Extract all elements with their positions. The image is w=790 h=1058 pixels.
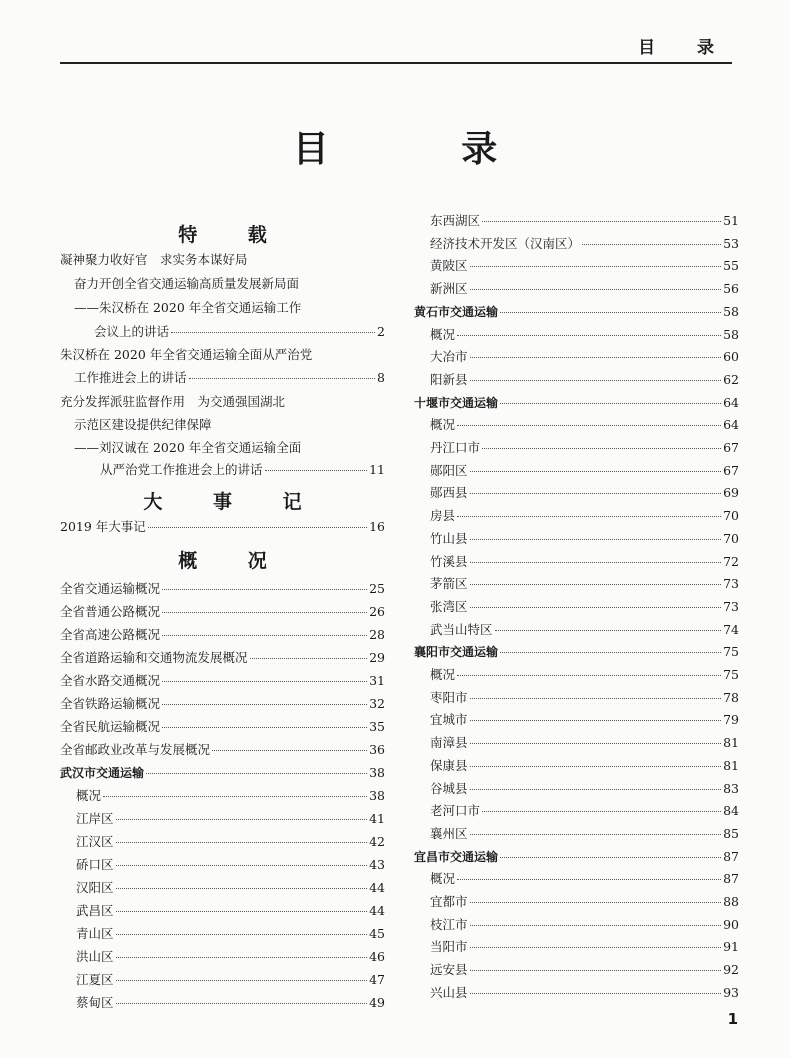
toc-entry-page: 58 [723,303,739,319]
toc-entry[interactable] [414,459,739,482]
toc-entry-label: 大冶市 [430,349,468,365]
page-title: 目 录 [292,129,558,170]
toc-entry[interactable] [60,577,385,600]
toc-entry[interactable] [414,277,739,300]
toc-entry-page: 51 [723,213,739,228]
leader-dots [500,652,721,653]
leader-dots [103,796,367,797]
leader-dots [457,879,721,880]
toc-entry-label: 江岸区 [76,811,114,826]
toc-entry[interactable] [60,784,385,807]
toc-entry[interactable] [60,899,385,922]
leader-dots [470,720,722,721]
toc-entry-label: 工作推进会上的讲话 [74,370,187,385]
toc-entry-label: 青山区 [76,926,114,941]
toc-entry[interactable] [414,663,739,686]
toc-entry[interactable] [414,413,739,436]
toc-entry[interactable] [414,391,739,414]
leader-dots [116,1003,368,1004]
toc-entry-label: 洪山区 [76,949,114,964]
toc-entry[interactable] [414,686,739,709]
toc-entry[interactable] [60,600,385,623]
leader-dots [470,902,722,903]
toc-entry-label: 郧西县 [430,485,468,501]
leader-dots [470,789,722,790]
toc-entry-label: 概况 [430,326,456,342]
toc-entry-label: 丹江口市 [430,440,481,455]
leader-dots [116,980,368,981]
toc-entry-page: 67 [723,462,739,478]
toc-entry-page: 84 [723,803,739,819]
toc-entry-label: 全省道路运输和交通物流发展概况 [60,650,248,665]
toc-entry[interactable] [60,366,385,389]
toc-entry[interactable] [414,595,739,618]
toc-entry-page: 83 [723,780,739,796]
toc-entry-label: 东西湖区 [430,213,481,228]
toc-entry-page: 38 [369,765,385,780]
toc-entry-label: 阳新县 [430,371,468,387]
leader-dots [470,289,722,290]
toc-entry[interactable] [414,368,739,391]
leader-dots [146,773,367,774]
toc-entry[interactable] [60,876,385,899]
toc-entry-page: 49 [369,995,385,1010]
toc-entry-label: 新洲区 [430,281,468,297]
toc-entry-page: 85 [723,825,739,841]
toc-entry-page: 2 [377,324,385,339]
toc-entry-page: 60 [723,349,739,365]
toc-entry-page: 35 [369,719,385,734]
toc-entry-page: 64 [723,417,739,433]
toc-entry[interactable] [60,669,385,692]
toc-entry-page: 62 [723,371,739,387]
leader-dots [470,925,722,926]
leader-dots [470,947,722,948]
leader-dots [470,493,722,494]
leader-dots [116,888,368,889]
toc-entry-label: 武昌区 [76,903,114,918]
leader-dots [162,612,367,613]
toc-entry-page: 25 [369,581,385,596]
leader-dots [470,607,722,608]
toc-entry[interactable] [414,300,739,323]
toc-entry-label: 全省铁路运输概况 [60,696,161,711]
toc-entry-label: 概况 [76,788,102,803]
leader-dots [171,332,375,333]
leader-dots [470,993,722,994]
toc-entry-label: 概况 [430,667,456,682]
leader-dots [162,727,367,728]
toc-entry-label: 全省邮政业改革与发展概况 [60,742,211,757]
toc-entry[interactable] [60,853,385,876]
toc-entry-page: 88 [723,894,739,909]
leader-dots [582,244,721,245]
toc-entry[interactable] [60,922,385,945]
toc-entry[interactable] [60,515,385,538]
toc-entry-label: 硚口区 [76,857,114,872]
toc-entry[interactable] [414,731,739,754]
toc-entry[interactable] [414,890,739,913]
toc-entry[interactable] [414,845,739,868]
toc-line[interactable]: 示范区建设提供纪律保障 [74,417,212,432]
toc-entry-page: 93 [723,984,739,1000]
toc-entry-page: 87 [723,871,739,887]
section-title-overview: 概 况 [178,550,289,572]
toc-entry-page: 79 [723,712,739,728]
section-title-events: 大 事 记 [143,491,324,513]
toc-entry-page: 70 [723,530,739,546]
toc-entry[interactable] [414,754,739,777]
toc-line[interactable]: 朱汉桥在 2020 年全省交通运输全面从严治党 [60,347,313,362]
toc-entry-label: 全省高速公路概况 [60,627,161,642]
leader-dots [500,403,721,404]
toc-entry-label: 全省民航运输概况 [60,719,161,734]
toc-entry[interactable] [60,830,385,853]
toc-entry[interactable] [60,320,385,343]
toc-entry[interactable] [414,640,739,663]
toc-entry-label: 宜都市 [430,894,468,909]
leader-dots [212,750,367,751]
toc-entry-page: 58 [723,326,739,342]
toc-entry[interactable] [60,623,385,646]
toc-entry-page: 44 [369,903,385,918]
leader-dots [162,681,367,682]
toc-entry-page: 32 [369,696,385,711]
toc-entry[interactable] [414,799,739,822]
toc-entry-label: 枣阳市 [430,689,468,705]
toc-entry-page: 73 [723,576,739,592]
toc-entry-label: 当阳市 [430,939,468,955]
running-title: 目 录 [638,38,732,58]
toc-entry-page: 91 [723,939,739,955]
leader-dots [470,970,722,971]
toc-entry-label: 襄阳市交通运输 [414,645,499,660]
toc-entry-label: 谷城县 [430,780,468,796]
toc-entry-label: 蔡甸区 [76,995,114,1010]
toc-entry[interactable] [60,807,385,830]
toc-line[interactable]: 充分发挥派驻监督作用 为交通强国湖北 [60,394,286,409]
toc-entry-page: 44 [369,880,385,895]
toc-entry-label: 茅箭区 [430,576,468,592]
toc-entry[interactable] [60,715,385,738]
toc-entry-label: 襄州区 [430,825,468,841]
toc-line[interactable]: ——刘汉诚在 2020 年全省交通运输全面 [74,440,302,455]
toc-entry[interactable] [414,436,739,459]
leader-dots [189,378,376,379]
toc-entry[interactable] [414,958,739,981]
toc-entry-label: 概况 [430,871,456,887]
toc-entry-label: 十堰市交通运输 [414,395,499,410]
leader-dots [116,865,368,866]
leader-dots [470,834,722,835]
toc-entry-label: 远安县 [430,962,468,978]
leader-dots [500,857,721,858]
toc-entry-label: 保康县 [430,757,468,773]
leader-dots [457,425,721,426]
leader-dots [470,766,722,767]
toc-entry-page: 41 [369,811,385,826]
toc-entry-page: 53 [723,235,739,251]
toc-entry-label: 汉阳区 [76,880,114,895]
leader-dots [148,527,367,528]
toc-entry-label: 全省水路交通概况 [60,673,161,688]
toc-entry-label: 房县 [430,508,456,524]
leader-dots [470,584,722,585]
toc-entry-page: 26 [369,604,385,619]
toc-entry[interactable] [414,504,739,527]
toc-entry-label: 武当山特区 [430,621,493,637]
leader-dots [250,658,368,659]
toc-entry[interactable] [60,458,385,481]
toc-entry-page: 69 [723,485,739,501]
toc-entry[interactable] [60,692,385,715]
toc-entry[interactable] [414,777,739,800]
toc-entry-label: 会议上的讲话 [94,324,170,339]
toc-entry[interactable] [414,867,739,890]
leader-dots [482,811,721,812]
leader-dots [482,448,721,449]
toc-entry-label: 郧阳区 [430,462,468,478]
leader-dots [470,743,722,744]
leader-dots [470,266,722,267]
toc-entry-label: 黄石市交通运输 [414,304,499,319]
toc-entry-page: 56 [723,281,739,297]
toc-entry-label: 黄陂区 [430,258,468,274]
leader-dots [116,934,368,935]
toc-entry-page: 90 [723,916,739,932]
toc-entry-label: 张湾区 [430,598,468,614]
leader-dots [116,957,368,958]
toc-entry[interactable] [414,345,739,368]
toc-entry-label: 经济技术开发区（汉南区） [430,235,581,251]
toc-entry-page: 46 [369,949,385,964]
leader-dots [162,635,367,636]
toc-entry[interactable] [414,527,739,550]
toc-entry-label: 概况 [430,417,456,433]
toc-entry-label: 宜城市 [430,712,468,728]
toc-entry[interactable] [414,232,739,255]
toc-entry-page: 75 [723,644,739,660]
leader-dots [470,357,722,358]
toc-entry-page: 92 [723,962,739,978]
toc-entry-label: 2019 年大事记 [60,519,146,534]
toc-entry-label: 枝江市 [430,916,468,932]
toc-entry[interactable] [60,945,385,968]
toc-entry-page: 73 [723,598,739,614]
toc-entry-label: 江夏区 [76,972,114,987]
toc-entry[interactable] [414,981,739,1004]
toc-entry-label: 竹溪县 [430,553,468,569]
leader-dots [457,675,721,676]
toc-entry-page: 64 [723,394,739,410]
toc-entry-page: 16 [369,519,385,534]
toc-entry[interactable] [60,646,385,669]
toc-entry[interactable] [414,708,739,731]
toc-line[interactable]: 奋力开创全省交通运输高质量发展新局面 [74,276,300,291]
toc-entry-page: 78 [723,689,739,705]
toc-entry-label: 武汉市交通运输 [60,766,145,780]
toc-line[interactable]: 凝神聚力收好官 求实务本谋好局 [60,252,248,267]
toc-entry-label: 老河口市 [430,803,481,819]
toc-entry-label: 从严治党工作推进会上的讲话 [100,462,263,477]
toc-entry-label: 竹山县 [430,530,468,546]
leader-dots [470,380,722,381]
leader-dots [265,470,368,471]
toc-entry-label: 全省普通公路概况 [60,604,161,619]
toc-entry[interactable] [60,968,385,991]
toc-entry-page: 72 [723,553,739,569]
toc-entry[interactable] [60,761,385,784]
toc-entry-page: 45 [369,926,385,941]
toc-entry-page: 36 [369,742,385,757]
toc-entry-page: 42 [369,834,385,849]
toc-entry-label: 南漳县 [430,735,468,751]
leader-dots [495,630,722,631]
toc-entry[interactable] [414,323,739,346]
toc-entry-label: 全省交通运输概况 [60,581,161,596]
toc-entry[interactable] [414,822,739,845]
toc-entry-page: 75 [723,667,739,682]
toc-entry[interactable] [414,209,739,232]
toc-entry-page: 55 [723,258,739,274]
toc-entry-page: 81 [723,735,739,751]
toc-line[interactable]: ——朱汉桥在 2020 年全省交通运输工作 [74,300,302,315]
toc-entry[interactable] [60,991,385,1014]
toc-entry-page: 43 [369,857,385,872]
leader-dots [116,842,368,843]
toc-entry-label: 宜昌市交通运输 [414,849,499,864]
running-header [60,36,732,64]
leader-dots [500,312,721,313]
toc-entry[interactable] [414,618,739,641]
leader-dots [470,698,722,699]
toc-entry-page: 38 [369,788,385,803]
leader-dots [457,516,721,517]
toc-entry[interactable] [414,254,739,277]
toc-entry-page: 81 [723,757,739,773]
leader-dots [116,911,368,912]
leader-dots [457,335,721,336]
toc-entry[interactable] [414,935,739,958]
toc-entry-page: 47 [369,972,385,987]
toc-entry-page: 11 [369,462,385,477]
toc-entry[interactable] [414,481,739,504]
toc-entry[interactable] [414,913,739,936]
leader-dots [470,562,722,563]
leader-dots [116,819,368,820]
toc-entry-label: 江汉区 [76,834,114,849]
toc-entry-page: 74 [723,621,739,637]
section-title-special: 特 载 [178,224,289,246]
toc-entry-page: 87 [723,848,739,864]
toc-entry-label: 兴山县 [430,984,468,1000]
toc-entry[interactable] [414,572,739,595]
toc-entry[interactable] [414,550,739,573]
leader-dots [470,471,722,472]
leader-dots [482,221,721,222]
toc-entry-page: 67 [723,440,739,455]
leader-dots [162,589,367,590]
page-number: 1 [727,1010,738,1028]
toc-entry-page: 29 [369,650,385,665]
toc-entry-page: 31 [369,673,385,688]
toc-entry-page: 70 [723,508,739,524]
toc-entry-page: 8 [377,370,385,385]
toc-entry[interactable] [60,738,385,761]
leader-dots [162,704,367,705]
leader-dots [470,539,722,540]
toc-entry-page: 28 [369,627,385,642]
